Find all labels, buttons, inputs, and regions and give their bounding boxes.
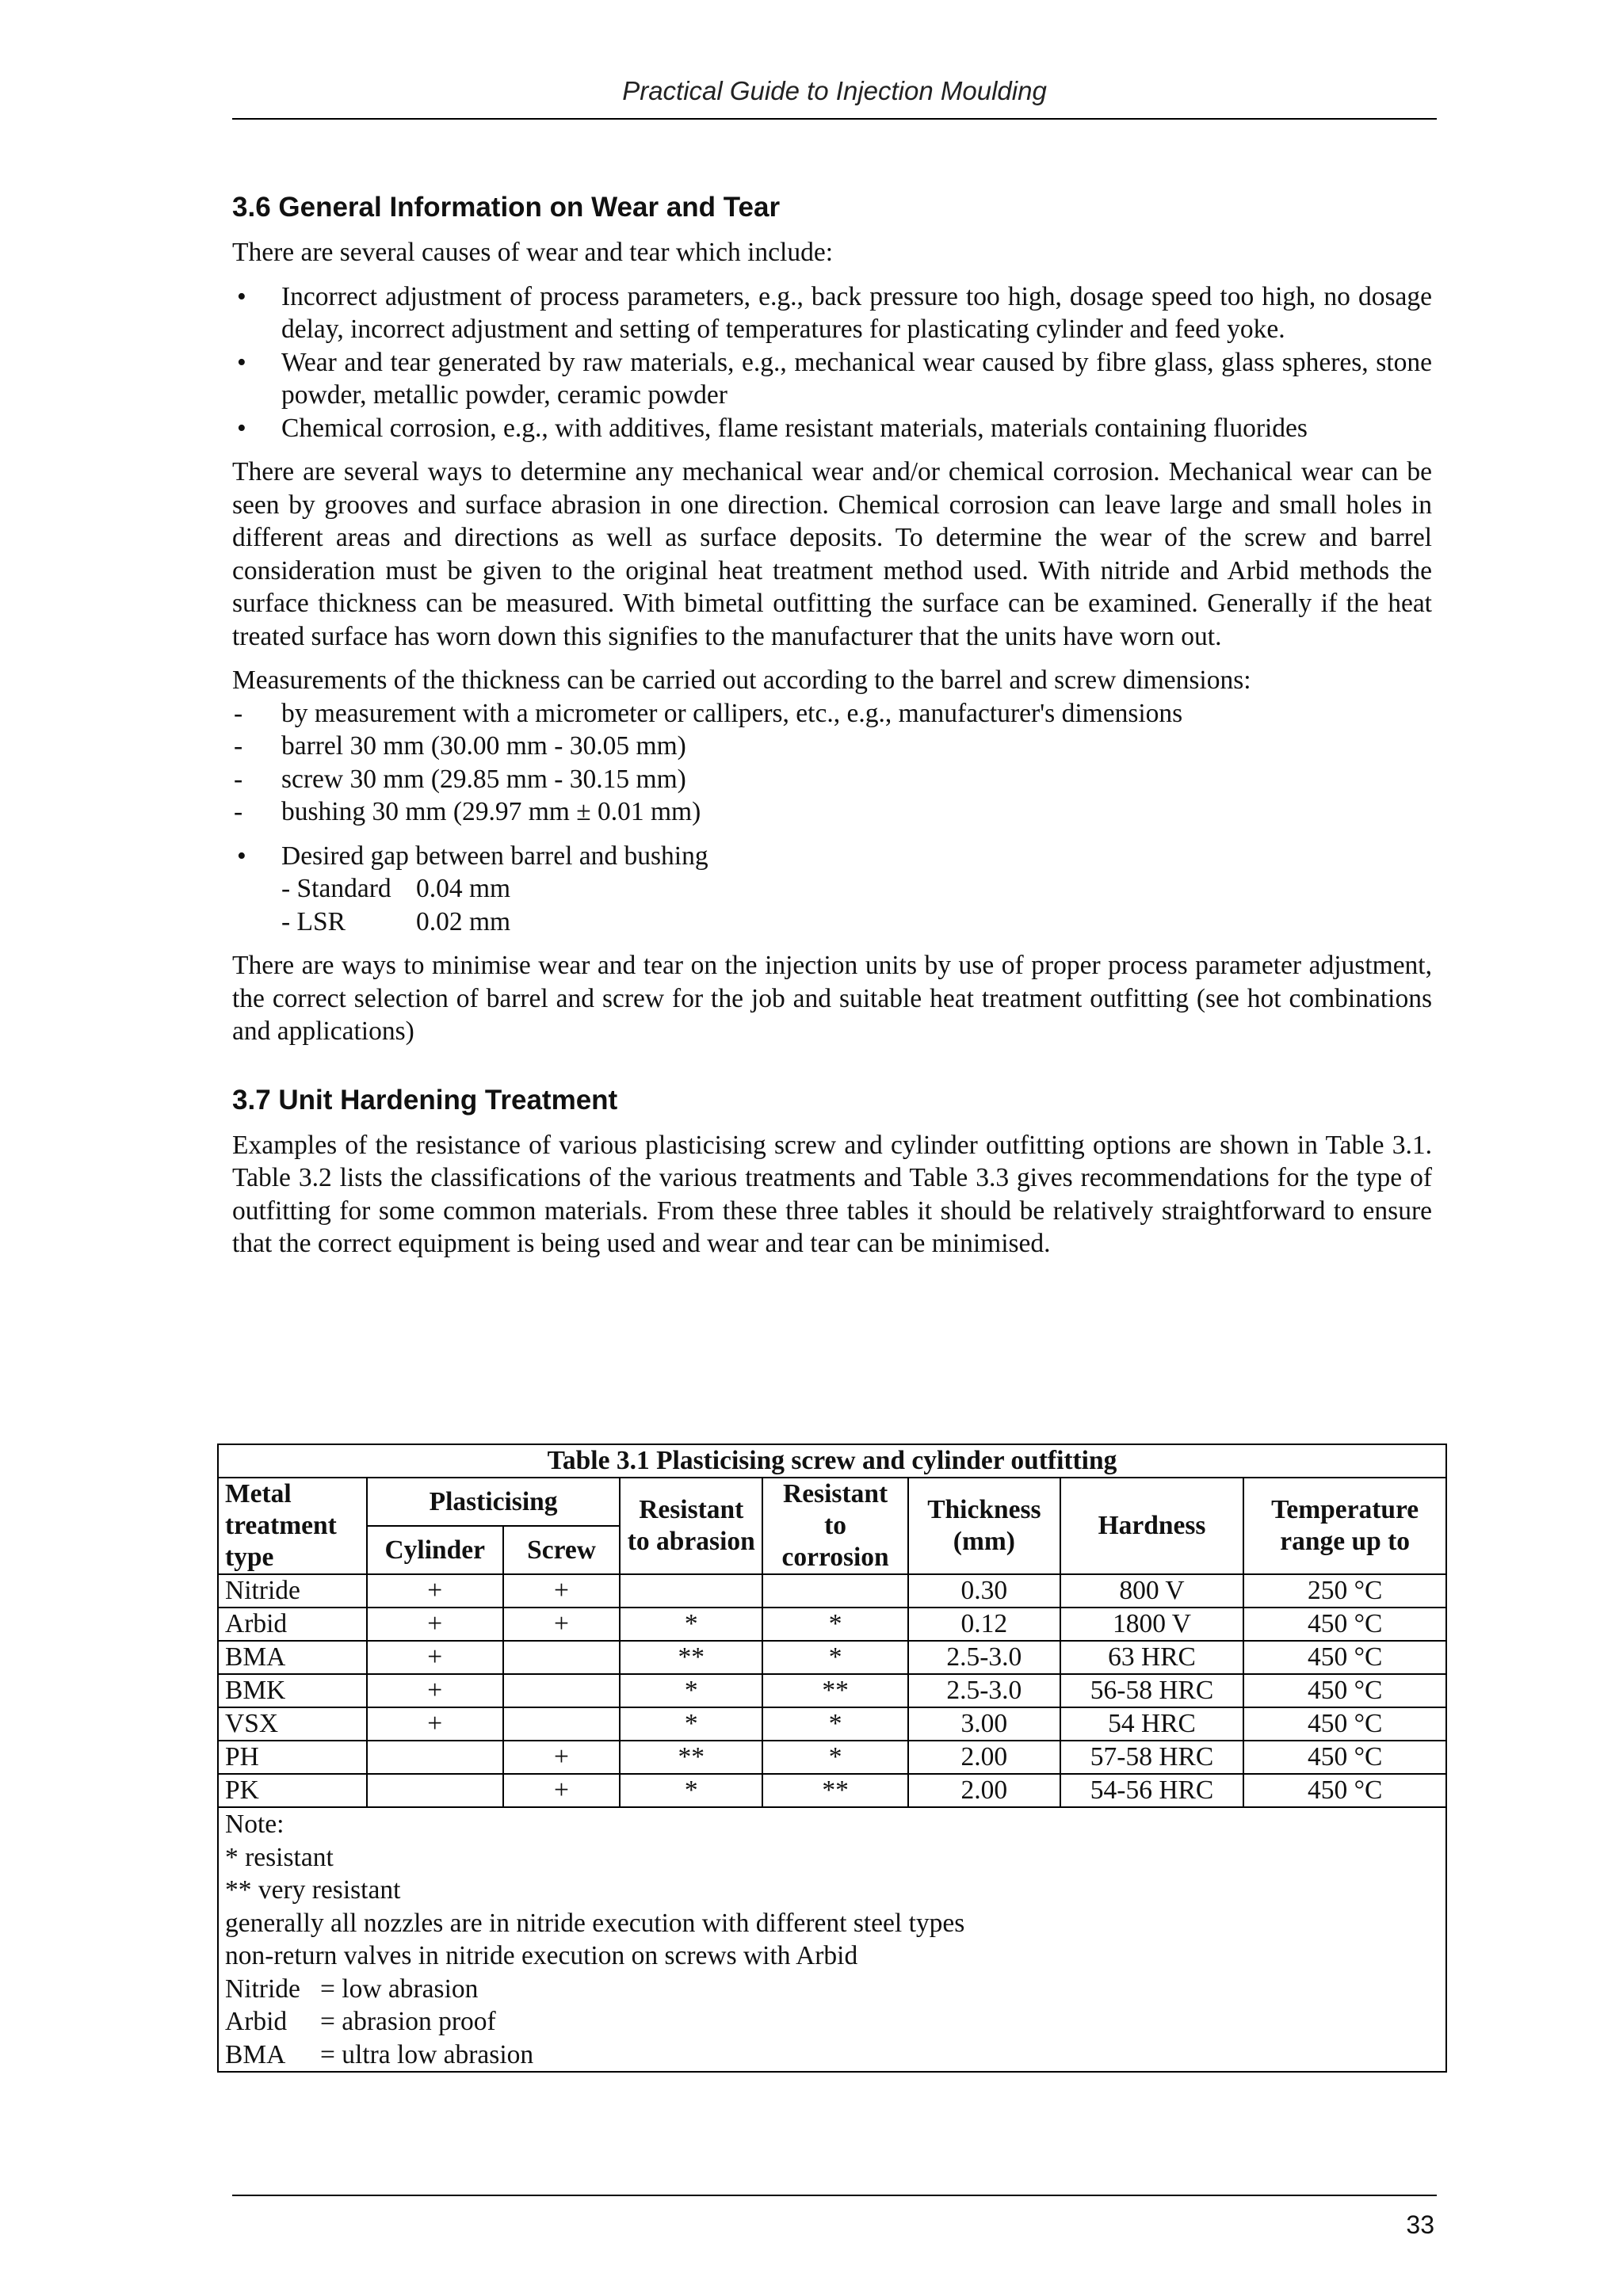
col-header-abrasion: Resistant to abrasion: [620, 1478, 762, 1574]
body-text: [232, 190, 1432, 1272]
table-3-1: [217, 1444, 1447, 2073]
col-header-screw: Screw: [503, 1526, 621, 1574]
gap-row-lsr: - LSR 0.02 mm: [281, 906, 511, 936]
col-header-hardness: Hardness: [1060, 1478, 1244, 1574]
list-item: • Incorrect adjustment of process parameters, e.g., back pressure too high, dosage speed too high, no dosage delay, incorrect adjustment and setting of temperatures for plasticating cylinder and feed yoke.: [237, 281, 1432, 344]
causes-list: [232, 280, 1432, 445]
table-row: PK + * ** 2.00 54-56 HRC 450 °C: [218, 1774, 1446, 1807]
intro-paragraph: There are several causes of wear and tear which include:: [232, 238, 834, 267]
page-number: 33: [1406, 2210, 1434, 2239]
list-item: • Desired gap between barrel and bushing: [237, 841, 708, 871]
list-item: • Chemical corrosion, e.g., with additives, flame resistant materials, materials containing fluorides: [237, 413, 1308, 443]
measurement-list: [232, 697, 1432, 829]
list-item: - screw 30 mm (29.85 mm - 30.15 mm): [234, 764, 686, 794]
section-heading-3-7: 3.7 Unit Hardening Treatment: [232, 1084, 618, 1116]
col-header-cylinder: Cylinder: [367, 1526, 503, 1574]
col-header-temperature: Temperature range up to: [1243, 1478, 1446, 1574]
table-notes: Note: * resistant ** very resistant generally all nozzles are in nitride execution with different steel types non-return valves in nitride execution on screws with Arbid Nitride = low abrasion Arbid = abrasion proof BMA = ultra low abrasion: [218, 1807, 1446, 2072]
section-heading-3-6: 3.6 General Information on Wear and Tear: [232, 192, 781, 223]
col-header-corrosion: Resistant to corrosion: [762, 1478, 908, 1574]
table-row: BMA + ** * 2.5-3.0 63 HRC 450 °C: [218, 1641, 1446, 1674]
table-row: Nitride + + 0.30 800 V 250 °C: [218, 1574, 1446, 1608]
table-caption: Table 3.1 Plasticising screw and cylinder outfitting: [218, 1444, 1446, 1478]
list-item: - barrel 30 mm (30.00 mm - 30.05 mm): [234, 731, 686, 761]
measure-intro: Measurements of the thickness can be carried out according to the barrel and screw dimensions:: [232, 666, 1251, 695]
col-header-thickness: Thickness (mm): [908, 1478, 1060, 1574]
minimise-paragraph: There are ways to minimise wear and tear on the injection units by use of proper process parameter adjustment, the correct selection of barrel and screw for the job and suitable heat treatment outfitting (see hot combinations and applications): [232, 951, 1432, 1046]
gap-list: [232, 840, 1432, 873]
gap-row-standard: - Standard 0.04 mm: [281, 874, 511, 903]
list-item: • Wear and tear generated by raw materials, e.g., mechanical wear caused by fibre glass, glass spheres, stone powder, metallic powder, ceramic powder: [237, 347, 1432, 410]
col-header-plasticising: Plasticising: [367, 1478, 621, 1526]
running-header: Practical Guide to Injection Moulding: [622, 76, 1047, 105]
footer-rule: [232, 2195, 1437, 2196]
col-header-metal: Metal treatment type: [218, 1478, 367, 1574]
table-row: BMK + * ** 2.5-3.0 56-58 HRC 450 °C: [218, 1674, 1446, 1707]
table-row: PH + ** * 2.00 57-58 HRC 450 °C: [218, 1741, 1446, 1774]
list-item: - by measurement with a micrometer or callipers, etc., e.g., manufacturer's dimensions: [234, 698, 1183, 728]
table-row: VSX + * * 3.00 54 HRC 450 °C: [218, 1707, 1446, 1741]
header-rule: [232, 118, 1437, 120]
determine-paragraph: There are several ways to determine any mechanical wear and/or chemical corrosion. Mechanical wear can be seen by grooves and surface abrasion in one direction. Chemical corrosion can leave large and small holes in different areas and directions as well as surface deposits. To determine the wear of the screw and barrel consideration must be given to the original heat treatment method used. With nitride and Arbid methods the surface thickness can be measured. With bimetal outfitting the surface can be examined. Generally if the heat treated surface has worn down this signifies to the manufacturer that the units have worn out.: [232, 457, 1432, 651]
list-item: - bushing 30 mm (29.97 mm ± 0.01 mm): [234, 797, 701, 826]
hardening-paragraph: Examples of the resistance of various plasticising screw and cylinder outfitting options are shown in Table 3.1. Table 3.2 lists the classifications of the various treatments and Table 3.3 gives recommendations for the type of outfitting for some common materials. From these three tables it should be relatively straightforward to ensure that the correct equipment is being used and wear and tear can be minimised.: [232, 1130, 1432, 1258]
table-row: Arbid + + * * 0.12 1800 V 450 °C: [218, 1608, 1446, 1641]
